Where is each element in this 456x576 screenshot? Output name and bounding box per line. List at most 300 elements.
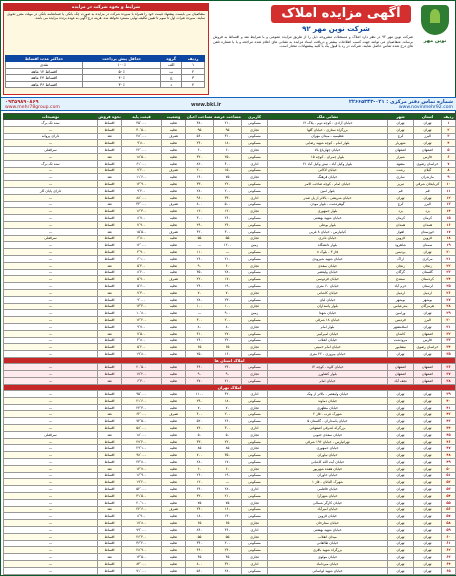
- table-cell-1: خوزستان: [414, 228, 442, 235]
- table-cell-8: ۵٬۴۰۰: [122, 262, 162, 269]
- table-cell-6: ۲۲۰: [186, 276, 214, 283]
- table-row: [4, 472, 456, 479]
- table-cell-5: ۹۵: [214, 126, 242, 133]
- table-cell-3: خیابان کاشانی: [268, 289, 388, 296]
- table-cell-3: عظیمیه - میدان مهران: [268, 133, 388, 140]
- table-cell-3: خیابان سعدی: [268, 262, 388, 269]
- table-cell-6: ۸۰: [186, 323, 214, 330]
- table-cell-9: اقساط: [98, 126, 122, 133]
- table-cell-1: البرز: [414, 133, 442, 140]
- table-cell-7: تخلیه: [162, 269, 186, 276]
- table-cell-8: ۱۶٬۹۰۰: [122, 472, 162, 479]
- table-cell-6: ۸۰۰: [186, 560, 214, 567]
- table-cell-4: مسکونی: [242, 120, 268, 127]
- table-cell-2: تهران: [388, 520, 414, 527]
- table-cell-6: ۳۵۰: [186, 269, 214, 276]
- table-cell-4: مسکونی: [242, 364, 268, 371]
- table-cell-1: تهران: [414, 120, 442, 127]
- table-cell-10: —: [4, 459, 98, 466]
- table-cell-7: تخلیه: [162, 492, 186, 499]
- table-cell-1: فارس: [414, 337, 442, 344]
- table-cell-6: ۱۱۰: [186, 249, 214, 256]
- table-cell-5: ۴۰۰: [214, 160, 242, 167]
- table-cell-3: خیابان لاکانی: [268, 167, 388, 174]
- table-cell-0: ۱۰: [442, 181, 456, 188]
- table-cell-8: ۲۲٬۶۰۰: [122, 506, 162, 513]
- table-cell-7: تخلیه: [162, 520, 186, 527]
- table-cell-3: خیابان نادری: [268, 235, 388, 242]
- table-cell-8: ۸٬۲۰۰: [122, 269, 162, 276]
- table-row: [4, 547, 456, 554]
- table-row: [4, 445, 456, 452]
- table-cell-0: ۴۳: [442, 418, 456, 425]
- table-cell-9: اقساط: [98, 371, 122, 378]
- table-cell-3: خیابان سعدی جنوبی: [268, 431, 388, 438]
- table-cell-2: اردبیل: [388, 289, 414, 296]
- table-cell-4: مسکونی: [242, 411, 268, 418]
- table-cell-7: تخلیه: [162, 567, 186, 574]
- table-cell-8: ۶۱٬۰۰۰: [122, 160, 162, 167]
- table-cell-1: تهران: [414, 445, 442, 452]
- payment-cell-2: ۳۰٪: [83, 81, 161, 88]
- table-row: [4, 351, 456, 358]
- table-cell-1: تهران: [414, 431, 442, 438]
- table-cell-0: ۱۱: [442, 187, 456, 194]
- table-cell-10: —: [4, 262, 98, 269]
- table-cell-10: سند تک برگ: [4, 120, 98, 127]
- table-cell-3: خیابان قزوین: [268, 513, 388, 520]
- table-cell-8: ۸٬۷۰۰: [122, 215, 162, 222]
- table-cell-10: —: [4, 506, 98, 513]
- table-cell-10: —: [4, 255, 98, 262]
- table-cell-10: —: [4, 411, 98, 418]
- table-cell-1: تهران: [414, 438, 442, 445]
- column-header-9: نحوه فروش: [98, 114, 121, 119]
- table-cell-2: شهریار: [388, 140, 414, 147]
- payment-cell-3: اقساط ۲۴ ماهه: [6, 75, 83, 82]
- table-cell-2: تهران: [388, 418, 414, 425]
- table-cell-5: ۱۶۰: [214, 351, 242, 358]
- table-cell-2: شیراز: [388, 153, 414, 160]
- website-link-1[interactable]: www.novinmehr92.com: [398, 105, 453, 110]
- table-row: [4, 431, 456, 438]
- table-cell-6: ۵۶۰: [186, 567, 214, 574]
- table-cell-1: تهران: [414, 194, 442, 201]
- table-cell-2: تهران: [388, 547, 414, 554]
- table-cell-6: ۱۲۰: [186, 208, 214, 215]
- table-cell-0: ۳: [442, 133, 456, 140]
- table-cell-6: ۳۱۰: [186, 330, 214, 337]
- table-cell-6: ۷۲۰: [186, 425, 214, 432]
- table-cell-10: —: [4, 317, 98, 324]
- table-cell-1: تهران: [414, 411, 442, 418]
- table-cell-8: ۱۲٬۰۰۰: [122, 242, 162, 249]
- table-cell-7: تخلیه: [162, 317, 186, 324]
- table-cell-7: تخلیه: [162, 296, 186, 303]
- table-row: [4, 323, 456, 330]
- table-cell-10: —: [4, 540, 98, 547]
- table-row: [4, 364, 456, 371]
- payment-cell-2: ۵۰٪: [83, 68, 161, 75]
- table-cell-4: تجاری: [242, 147, 268, 154]
- table-cell-0: ۴۷: [442, 445, 456, 452]
- table-cell-1: تهران: [414, 520, 442, 527]
- table-cell-3: خیابان امام - کوچه صاحب الامر: [268, 181, 388, 188]
- table-cell-3: خیابان شهید شیرودی: [268, 255, 388, 262]
- table-cell-2: اصفهان: [388, 371, 414, 378]
- table-cell-5: ۶۰: [214, 465, 242, 472]
- table-cell-3: خیابان مطهری: [268, 404, 388, 411]
- table-cell-5: ۶۵: [214, 520, 242, 527]
- table-cell-1: تهران: [414, 418, 442, 425]
- table-cell-10: —: [4, 296, 98, 303]
- table-cell-9: اقساط: [98, 344, 122, 351]
- table-cell-4: مسکونی: [242, 133, 268, 140]
- table-cell-8: ۳۶٬۲۰۰: [122, 540, 162, 547]
- table-cell-9: اقساط: [98, 249, 122, 256]
- table-cell-6: ۲۷۰: [186, 377, 214, 384]
- table-cell-4: مسکونی: [242, 540, 268, 547]
- table-cell-0: ۶۱: [442, 540, 456, 547]
- table-cell-5: ۷۵: [214, 499, 242, 506]
- payment-header-3: حداکثر مدت اقساط: [6, 56, 83, 62]
- table-cell-5: ۱۹۰: [214, 472, 242, 479]
- payment-header-1: گروه: [161, 56, 182, 62]
- table-cell-0: ۴۸: [442, 452, 456, 459]
- table-cell-8: ۵٬۹۰۰: [122, 276, 162, 283]
- table-cell-10: سرقفلی: [4, 431, 98, 438]
- table-row: [4, 499, 456, 506]
- table-cell-1: خراسان رضوی: [414, 344, 442, 351]
- table-cell-3: خیابان انقلاب: [268, 337, 388, 344]
- table-cell-1: تهران: [414, 404, 442, 411]
- table-cell-10: —: [4, 438, 98, 445]
- website-link-2[interactable]: www.mehr78group.com: [5, 105, 60, 110]
- table-row: [4, 465, 456, 472]
- table-cell-9: اقساط: [98, 492, 122, 499]
- table-cell-1: فارس: [414, 153, 442, 160]
- table-cell-10: —: [4, 283, 98, 290]
- table-cell-8: ۲۴٬۳۰۰: [122, 404, 162, 411]
- table-cell-9: نقد: [98, 174, 122, 181]
- table-cell-3: خیابان فردوسی: [268, 276, 388, 283]
- table-cell-6: ۱۲۰: [186, 479, 214, 486]
- table-cell-0: ۱۶: [442, 221, 456, 228]
- table-cell-8: ۷٬۹۰۰: [122, 221, 162, 228]
- table-cell-2: تبریز: [388, 181, 414, 188]
- table-cell-0: ۳۱: [442, 323, 456, 330]
- table-cell-7: تخلیه: [162, 160, 186, 167]
- table-cell-10: —: [4, 533, 98, 540]
- conditions-title: شرایط و نحوه شرکت در مزایده: [4, 4, 208, 11]
- table-cell-2: تهران: [388, 126, 414, 133]
- table-cell-1: اصفهان: [414, 330, 442, 337]
- table-cell-6: ۳۲۰: [186, 153, 214, 160]
- table-cell-9: اقساط: [98, 255, 122, 262]
- table-cell-3: کیانپارس - خیابان ۸ غربی: [268, 228, 388, 235]
- table-cell-9: اقساط: [98, 540, 122, 547]
- table-cell-7: تخلیه: [162, 486, 186, 493]
- table-cell-4: مسکونی: [242, 452, 268, 459]
- table-cell-6: ۲۶۰: [186, 337, 214, 344]
- table-cell-6: —: [186, 310, 214, 317]
- table-cell-8: ۱۸٬۵۰۰: [122, 153, 162, 160]
- table-cell-6: ۱۴۰: [186, 174, 214, 181]
- table-cell-10: —: [4, 242, 98, 249]
- table-cell-2: تهران: [388, 499, 414, 506]
- table-cell-3: خیابان طالقانی: [268, 540, 388, 547]
- table-cell-5: ۴۵: [214, 554, 242, 561]
- table-cell-6: ۴۲۰: [186, 228, 214, 235]
- table-row: [4, 513, 456, 520]
- table-cell-5: ۲۴۰: [214, 221, 242, 228]
- table-cell-5: ۲۱۰: [214, 377, 242, 384]
- table-cell-6: ۷۰: [186, 404, 214, 411]
- table-cell-4: تجاری: [242, 520, 268, 527]
- table-cell-5: ۲۸۰: [214, 269, 242, 276]
- table-cell-2: تهران: [388, 411, 414, 418]
- table-cell-3: بلوار وکیل آباد - نبش وکیل آباد ۲۱: [268, 160, 388, 167]
- table-cell-9: نقد: [98, 554, 122, 561]
- table-cell-9: اقساط: [98, 194, 122, 201]
- table-cell-8: ۲۹٬۱۰۰: [122, 445, 162, 452]
- table-cell-5: ۸۰: [214, 323, 242, 330]
- table-cell-10: —: [4, 194, 98, 201]
- table-cell-0: ۶۴: [442, 560, 456, 567]
- table-cell-7: تخلیه: [162, 249, 186, 256]
- table-cell-10: —: [4, 153, 98, 160]
- table-cell-8: ۸٬۹۰۰: [122, 513, 162, 520]
- table-cell-8: ۹٬۷۰۰: [122, 323, 162, 330]
- table-cell-1: تهران: [414, 533, 442, 540]
- table-cell-9: اقساط: [98, 296, 122, 303]
- table-cell-6: ۶۵: [186, 344, 214, 351]
- table-cell-7: تخلیه: [162, 445, 186, 452]
- table-cell-0: ۱۸: [442, 235, 456, 242]
- table-cell-9: اقساط: [98, 404, 122, 411]
- table-cell-0: ۵۱: [442, 472, 456, 479]
- table-cell-4: مسکونی: [242, 167, 268, 174]
- table-cell-0: ۶: [442, 153, 456, 160]
- table-cell-0: ۴۵: [442, 431, 456, 438]
- table-cell-8: ۶٬۱۰۰: [122, 255, 162, 262]
- table-cell-2: قزوین: [388, 235, 414, 242]
- table-cell-5: ۱۷۰: [214, 459, 242, 466]
- table-cell-2: مشهد: [388, 160, 414, 167]
- table-cell-3: خیابان پیروزی - ۲۲ متری: [268, 351, 388, 358]
- table-cell-9: اقساط: [98, 397, 122, 404]
- table-cell-3: خیابان امیرکبیر: [268, 330, 388, 337]
- table-cell-8: ۹٬۴۰۰: [122, 187, 162, 194]
- table-row: [4, 235, 456, 242]
- table-cell-8: ۹۸٬۰۰۰: [122, 452, 162, 459]
- company-name: شرکت نوین مهر ۹۲: [302, 25, 370, 33]
- table-cell-5: ۵۰۰: [214, 201, 242, 208]
- table-cell-8: ۲۷٬۴۰۰: [122, 438, 162, 445]
- table-cell-7: تخلیه: [162, 221, 186, 228]
- table-cell-7: تخلیه: [162, 174, 186, 181]
- table-row: [4, 404, 456, 411]
- table-cell-0: ۹: [442, 174, 456, 181]
- table-cell-2: تهران: [388, 567, 414, 574]
- table-cell-8: ۳۱٬۵۰۰: [122, 492, 162, 499]
- table-cell-9: اقساط: [98, 499, 122, 506]
- property-table: [3, 113, 456, 575]
- table-cell-8: ۱۴٬۹۰۰: [122, 181, 162, 188]
- table-cell-10: —: [4, 215, 98, 222]
- table-cell-2: اراک: [388, 255, 414, 262]
- table-cell-8: ۲۶٬۴۰۰: [122, 533, 162, 540]
- table-cell-2: تهران: [388, 425, 414, 432]
- table-cell-2: تهران: [388, 513, 414, 520]
- table-cell-4: تجاری: [242, 499, 268, 506]
- table-cell-8: ۱۹٬۲۰۰: [122, 479, 162, 486]
- table-cell-3: بزرگراه شهید باقری: [268, 547, 388, 554]
- payment-header-2: حداقل پیش پرداخت: [83, 56, 161, 62]
- table-cell-2: نجف آباد: [388, 377, 414, 384]
- table-cell-9: نقد: [98, 377, 122, 384]
- table-cell-4: مسکونی: [242, 228, 268, 235]
- table-cell-2: شاهرود: [388, 242, 414, 249]
- table-cell-2: تهران: [388, 391, 414, 398]
- table-cell-4: تجاری: [242, 431, 268, 438]
- table-cell-2: تهران: [388, 540, 414, 547]
- table-cell-1: تهران: [414, 351, 442, 358]
- table-cell-7: تخلیه: [162, 479, 186, 486]
- table-cell-6: ۶۰: [186, 147, 214, 154]
- table-cell-2: تهران: [388, 459, 414, 466]
- table-cell-2: تهران: [388, 445, 414, 452]
- table-cell-1: اصفهان: [414, 364, 442, 371]
- table-cell-3: شهرک اکباتان - فاز ۱: [268, 479, 388, 486]
- table-cell-0: ۶۰: [442, 533, 456, 540]
- table-cell-6: ۵۶۰: [186, 133, 214, 140]
- table-cell-5: ۲۰۰: [214, 317, 242, 324]
- column-header-4: کاربری: [242, 114, 268, 120]
- table-cell-2: کرج: [388, 133, 414, 140]
- table-cell-0: ۲۵: [442, 283, 456, 290]
- table-cell-5: ۳۰۰: [214, 228, 242, 235]
- table-cell-5: ۲۲۰: [214, 181, 242, 188]
- table-cell-8: ۱۸٬۰۰۰: [122, 431, 162, 438]
- table-cell-7: تخلیه: [162, 181, 186, 188]
- table-cell-5: ۱۲۰: [214, 208, 242, 215]
- table-cell-2: رشت: [388, 167, 414, 174]
- table-cell-3: خیابان خاوران: [268, 472, 388, 479]
- table-cell-5: ۲۷۰: [214, 330, 242, 337]
- table-cell-5: ۹۰: [214, 371, 242, 378]
- table-cell-2: فردیس: [388, 317, 414, 324]
- table-cell-0: ۱۵: [442, 215, 456, 222]
- table-cell-0: ۷: [442, 160, 456, 167]
- table-cell-10: —: [4, 486, 98, 493]
- table-cell-8: ۲۱٬۶۰۰: [122, 397, 162, 404]
- table-cell-1: اصفهان: [414, 371, 442, 378]
- table-cell-3: خیابان لیان: [268, 296, 388, 303]
- table-cell-5: ۳۲۰: [214, 560, 242, 567]
- table-cell-10: —: [4, 289, 98, 296]
- table-cell-9: اقساط: [98, 242, 122, 249]
- table-cell-1: تهران: [414, 479, 442, 486]
- table-cell-0: ۴۹: [442, 459, 456, 466]
- column-header-6: مساحت اعیان: [186, 114, 213, 119]
- table-cell-4: تجاری: [242, 208, 268, 215]
- table-cell-7: تخلیه: [162, 431, 186, 438]
- table-cell-4: مسکونی: [242, 140, 268, 147]
- table-cell-1: بوشهر: [414, 296, 442, 303]
- table-cell-2: تهران: [388, 120, 414, 127]
- table-cell-6: ۷۰۰: [186, 452, 214, 459]
- table-cell-1: خراسان رضوی: [414, 160, 442, 167]
- table-cell-1: سمنان: [414, 242, 442, 249]
- table-cell-7: تخلیه: [162, 242, 186, 249]
- table-cell-4: تجاری: [242, 262, 268, 269]
- table-cell-10: سرقفلی: [4, 147, 98, 154]
- table-cell-4: مسکونی: [242, 181, 268, 188]
- table-cell-4: تجاری: [242, 235, 268, 242]
- table-cell-3: خیابان شهید لواسانی: [268, 567, 388, 574]
- table-cell-2: تهران: [388, 554, 414, 561]
- table-cell-3: خیابان شهید بهشتی: [268, 526, 388, 533]
- table-cell-5: ۲۳۰: [214, 296, 242, 303]
- table-cell-8: ۶٬۸۰۰: [122, 235, 162, 242]
- table-cell-7: تخلیه: [162, 560, 186, 567]
- table-cell-2: تهران: [388, 351, 414, 358]
- table-row: [4, 330, 456, 337]
- table-cell-2: زنجان: [388, 262, 414, 269]
- table-row: [4, 540, 456, 547]
- table-cell-7: تخلیه: [162, 187, 186, 194]
- column-header-3: نشانی ملک: [268, 114, 388, 120]
- table-cell-4: اداری: [242, 425, 268, 432]
- table-cell-4: تجاری: [242, 533, 268, 540]
- website-link-3[interactable]: www.bki.ir: [191, 102, 222, 108]
- table-cell-6: ۹۶۰: [186, 194, 214, 201]
- table-cell-4: مسکونی: [242, 187, 268, 194]
- table-cell-6: ۷۰: [186, 289, 214, 296]
- table-cell-8: ۷۱٬۰۰۰: [122, 567, 162, 574]
- mobile-phone: ۰۹۳۵۹۸۹۰۸۶۹: [5, 99, 39, 105]
- table-cell-1: البرز: [414, 201, 442, 208]
- table-cell-10: —: [4, 167, 98, 174]
- table-cell-2: کاشان: [388, 330, 414, 337]
- table-cell-4: اداری: [242, 391, 268, 398]
- table-cell-6: ۵۰: [186, 431, 214, 438]
- table-cell-6: ۳۳۰: [186, 181, 214, 188]
- intro-text: شرکت نوین مهر ۹۲ در نظر دارد املاک و مستغلات مشروحه ذیل را از طریق مزایده عمومی و با شرایط نقد و اقساط به فروش برساند. متقاضیان می توانند جهت کسب اطلاعات بیشتر و دریافت اسناد مزایده به نشانی های اعلام شده مراجعه و یا با شماره تلفن های درج شده تماس حاصل نمایند. شرکت در رد یا قبول یک یا کلیه پیشنهادات مختار است.: [213, 35, 413, 49]
- table-cell-9: اقساط: [98, 547, 122, 554]
- header-area: [1, 1, 456, 97]
- brand-logo: [415, 3, 455, 57]
- table-cell-0: ۵۴: [442, 492, 456, 499]
- table-cell-6: ۲۴۰: [186, 283, 214, 290]
- table-cell-0: ۸: [442, 167, 456, 174]
- table-cell-4: مسکونی: [242, 153, 268, 160]
- table-cell-6: ۲۸۰: [186, 296, 214, 303]
- table-cell-7: تخلیه: [162, 215, 186, 222]
- table-cell-8: ۷۹٬۰۰۰: [122, 526, 162, 533]
- table-cell-9: اقساط: [98, 520, 122, 527]
- payment-cell-2: ۱۰۰٪: [83, 62, 161, 69]
- table-cell-2: کرج: [388, 201, 414, 208]
- table-row: [4, 120, 456, 127]
- table-cell-2: تهران: [388, 194, 414, 201]
- table-row: [4, 506, 456, 513]
- table-cell-9: اقساط: [98, 425, 122, 432]
- table-cell-0: ۶۲: [442, 547, 456, 554]
- table-cell-1: یزد: [414, 208, 442, 215]
- table-cell-4: مسکونی: [242, 215, 268, 222]
